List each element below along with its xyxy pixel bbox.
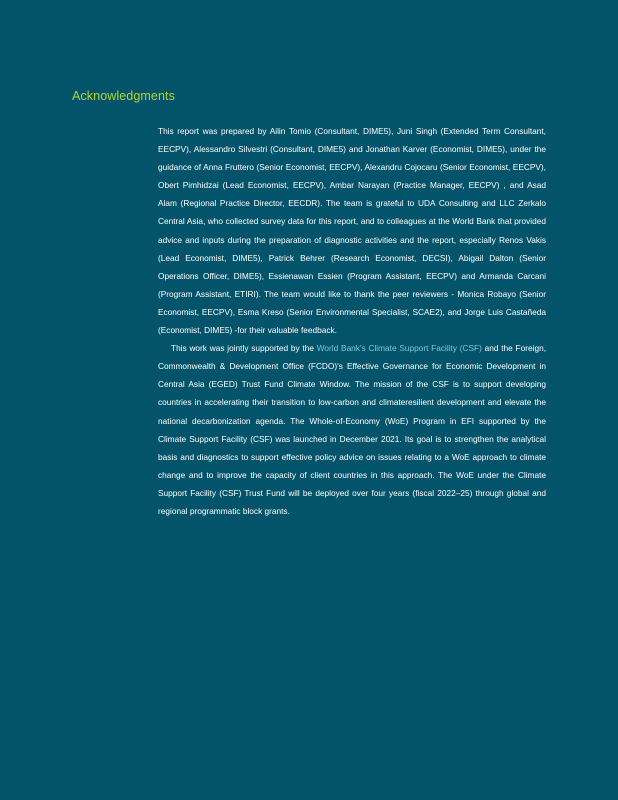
csf-link[interactable]: World Bank's Climate Support Facility (CSF) (316, 343, 482, 354)
funding-paragraph (158, 339, 546, 520)
body-text (158, 122, 546, 520)
funding-paragraph-lead: This work was jointly supported by the (171, 343, 317, 354)
acknowledgments-paragraph: This report was prepared by Ailin Tomio (Consultant, DIME5), Juni Singh (Extended Term Consultant, EECPV), Alessandro Silvestri (Consultant, DIME5) and Jonathan Karver (Economist, DIME5), under the guidance of Anna Fruttero (Senior Economist, EECPV), Alexandru Cojocaru (Senior Economist, EECPV), Obert Pimhidzai (Lead Economist, EECPV), Ambar Narayan (Practice Manager, EECPV) , and Asad Alam (Regional Practice Director, EECDR). The team is grateful to UDA Consulting and LLC Zerkalo Central Asia, who collected survey data for this report, and to colleagues at the World Bank that provided advice and inputs during the preparation of diagnostic activities and the report, especially Renos Vakis (Lead Economist, DIME5), Patrick Behrer (Research Economist, DECSI), Abigail Dalton (Senior Operations Officer, DIME5), Essienawan Essien (Program Assistant, EECPV) and Armanda Carcani (Program Assistant, ETIRI). The team would like to thank the peer reviewers - Monica Robayo (Senior Economist, EECPV), Esma Kreso (Senior Environmental Specialist, SCAE2), and Jorge Luis Castañeda (Economist, DIME5) -for their valuable feedback. (158, 126, 546, 336)
funding-paragraph-rest: and the Foreign, Commonwealth & Development Office (FCDO)'s Effective Governance for Economic Development in Central Asia (EGED) Trust Fund Climate Window. The mission of the CSF is to support developing countries in accelerating their transition to low-carbon and climateresilient development and elevate the national decarbonization agenda. The Whole-of-Economy (WoE) Program in EFI supported by the Climate Support Facility (CSF) was launched in December 2021. Its goal is to strengthen the analytical basis and diagnostics to support effective policy advice on issues relating to a WoE approach to climate change and to improve the capacity of client countries in this approach. The WoE under the Climate Support Facility (CSF) Trust Fund will be deployed over four years (fiscal 2022–25) through global and regional programmatic block grants. (158, 343, 546, 516)
page-title: Acknowledgments (72, 89, 175, 103)
